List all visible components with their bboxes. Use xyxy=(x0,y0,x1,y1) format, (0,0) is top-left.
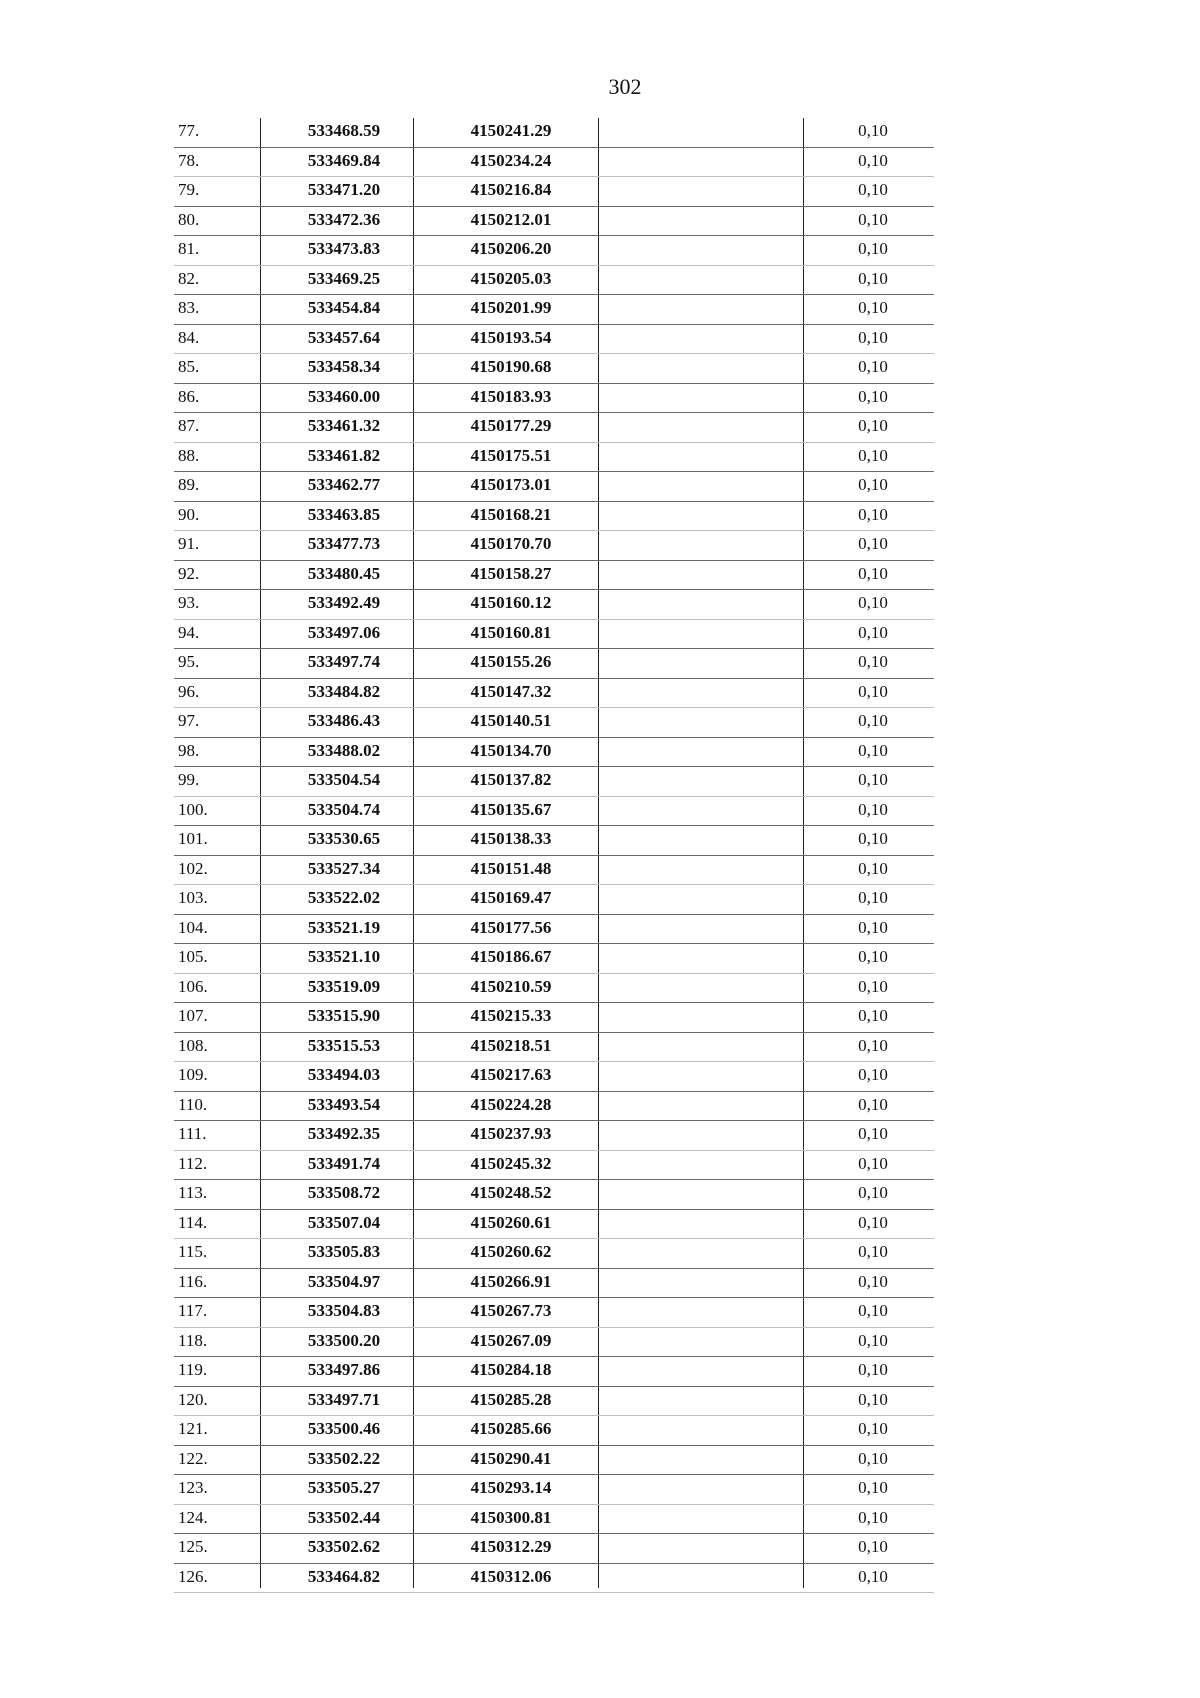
coordinate-x-cell: 533522.02 xyxy=(307,888,381,907)
table-row xyxy=(174,708,934,738)
tolerance-value-cell: 0,10 xyxy=(858,1360,888,1379)
table-row xyxy=(174,384,934,414)
coordinate-y-cell: 4150193.54 xyxy=(470,327,552,347)
table-row xyxy=(174,797,934,827)
coordinate-x-cell: 533507.04 xyxy=(307,1212,381,1232)
point-number-cell: 118. xyxy=(178,1330,208,1350)
coordinate-y-cell: 4150160.81 xyxy=(470,622,552,642)
coordinate-y-cell: 4150175.51 xyxy=(470,445,552,465)
coordinate-x-cell: 533469.25 xyxy=(307,268,381,288)
coordinate-x-cell: 533504.97 xyxy=(307,1271,381,1291)
coordinate-y-cell: 4150201.99 xyxy=(470,298,552,317)
tolerance-value-cell: 0,10 xyxy=(858,770,888,789)
coordinate-x-cell: 533492.49 xyxy=(307,593,381,612)
tolerance-value-cell: 0,10 xyxy=(858,681,888,701)
point-number-cell: 125. xyxy=(178,1537,208,1556)
point-number-cell: 96. xyxy=(178,681,200,701)
tolerance-value-cell: 0,10 xyxy=(858,357,888,376)
coordinate-y-cell: 4150285.28 xyxy=(470,1389,552,1409)
point-number-cell: 108. xyxy=(178,1035,208,1055)
coordinate-x-cell: 533527.34 xyxy=(307,858,381,878)
point-number-cell: 93. xyxy=(178,593,200,612)
coordinate-x-cell: 533502.22 xyxy=(307,1448,381,1468)
coordinate-x-cell: 533497.74 xyxy=(307,652,381,671)
table-row xyxy=(174,826,934,856)
table-row xyxy=(174,1210,934,1240)
coordinate-x-cell: 533505.27 xyxy=(307,1478,381,1497)
coordinate-y-cell: 4150147.32 xyxy=(470,681,552,701)
tolerance-value-cell: 0,10 xyxy=(858,1094,888,1114)
coordinate-y-cell: 4150216.84 xyxy=(470,180,552,199)
coordinate-y-cell: 4150155.26 xyxy=(470,652,552,671)
coordinate-y-cell: 4150245.32 xyxy=(470,1153,552,1173)
point-number-cell: 106. xyxy=(178,976,208,996)
point-number-cell: 123. xyxy=(178,1478,208,1497)
tolerance-value-cell: 0,10 xyxy=(858,799,888,819)
table-row xyxy=(174,561,934,591)
tolerance-value-cell: 0,10 xyxy=(858,180,888,199)
coordinate-x-cell: 533457.64 xyxy=(307,327,381,347)
point-number-cell: 111. xyxy=(178,1124,207,1143)
coordinate-y-cell: 4150293.14 xyxy=(470,1478,552,1497)
coordinate-y-cell: 4150300.81 xyxy=(470,1507,552,1527)
point-number-cell: 85. xyxy=(178,357,200,376)
tolerance-value-cell: 0,10 xyxy=(858,1035,888,1055)
coordinate-y-cell: 4150267.73 xyxy=(470,1301,552,1320)
tolerance-value-cell: 0,10 xyxy=(858,829,888,848)
coordinate-y-cell: 4150177.29 xyxy=(470,416,552,435)
coordinate-x-cell: 533502.62 xyxy=(307,1537,381,1556)
table-row xyxy=(174,1505,934,1535)
tolerance-value-cell: 0,10 xyxy=(858,121,888,140)
coordinate-x-cell: 533504.74 xyxy=(307,799,381,819)
tolerance-value-cell: 0,10 xyxy=(858,1271,888,1291)
coordinate-x-cell: 533515.53 xyxy=(307,1035,381,1055)
coordinate-x-cell: 533461.32 xyxy=(307,416,381,435)
tolerance-value-cell: 0,10 xyxy=(858,917,888,937)
coordinates-table xyxy=(174,118,934,1593)
point-number-cell: 77. xyxy=(178,121,200,140)
table-row xyxy=(174,1121,934,1151)
coordinate-y-cell: 4150312.29 xyxy=(470,1537,552,1556)
tolerance-value-cell: 0,10 xyxy=(858,1301,888,1320)
point-number-cell: 94. xyxy=(178,622,200,642)
coordinate-y-cell: 4150237.93 xyxy=(470,1124,552,1143)
coordinate-y-cell: 4150224.28 xyxy=(470,1094,552,1114)
coordinate-y-cell: 4150205.03 xyxy=(470,268,552,288)
table-row xyxy=(174,1062,934,1092)
tolerance-value-cell: 0,10 xyxy=(858,504,888,524)
point-number-cell: 124. xyxy=(178,1507,208,1527)
table-row xyxy=(174,620,934,650)
point-number-cell: 120. xyxy=(178,1389,208,1409)
coordinate-x-cell: 533491.74 xyxy=(307,1153,381,1173)
tolerance-value-cell: 0,10 xyxy=(858,1537,888,1556)
coordinate-x-cell: 533463.85 xyxy=(307,504,381,524)
tolerance-value-cell: 0,10 xyxy=(858,416,888,435)
point-number-cell: 119. xyxy=(178,1360,208,1379)
coordinate-x-cell: 533515.90 xyxy=(307,1006,381,1025)
coordinate-x-cell: 533497.71 xyxy=(307,1389,381,1409)
tolerance-value-cell: 0,10 xyxy=(858,593,888,612)
tolerance-value-cell: 0,10 xyxy=(858,327,888,347)
tolerance-value-cell: 0,10 xyxy=(858,1566,888,1586)
table-row xyxy=(174,1564,934,1594)
coordinate-y-cell: 4150170.70 xyxy=(470,534,552,553)
coordinate-y-cell: 4150158.27 xyxy=(470,563,552,583)
coordinate-x-cell: 533464.82 xyxy=(307,1566,381,1586)
table-row xyxy=(174,472,934,502)
coordinate-y-cell: 4150290.41 xyxy=(470,1448,552,1468)
point-number-cell: 114. xyxy=(178,1212,208,1232)
coordinate-y-cell: 4150267.09 xyxy=(470,1330,552,1350)
coordinate-y-cell: 4150173.01 xyxy=(470,475,552,494)
table-row xyxy=(174,1446,934,1476)
point-number-cell: 78. xyxy=(178,150,200,170)
coordinate-x-cell: 533530.65 xyxy=(307,829,381,848)
tolerance-value-cell: 0,10 xyxy=(858,1478,888,1497)
coordinate-x-cell: 533488.02 xyxy=(307,740,381,760)
coordinate-y-cell: 4150190.68 xyxy=(470,357,552,376)
tolerance-value-cell: 0,10 xyxy=(858,740,888,760)
coordinate-x-cell: 533460.00 xyxy=(307,386,381,406)
table-row xyxy=(174,944,934,974)
table-row xyxy=(174,1033,934,1063)
point-number-cell: 79. xyxy=(178,180,200,199)
table-row xyxy=(174,1534,934,1564)
coordinate-y-cell: 4150266.91 xyxy=(470,1271,552,1291)
coordinate-x-cell: 533502.44 xyxy=(307,1507,381,1527)
tolerance-value-cell: 0,10 xyxy=(858,1183,888,1202)
coordinate-x-cell: 533494.03 xyxy=(307,1065,381,1084)
coordinate-y-cell: 4150186.67 xyxy=(470,947,552,966)
coordinate-y-cell: 4150285.66 xyxy=(470,1419,552,1438)
page-number: 302 xyxy=(608,74,642,99)
table-row xyxy=(174,738,934,768)
table-row xyxy=(174,443,934,473)
coordinate-x-cell: 533468.59 xyxy=(307,121,381,140)
coordinate-x-cell: 533521.19 xyxy=(307,917,381,937)
tolerance-value-cell: 0,10 xyxy=(858,1124,888,1143)
tolerance-value-cell: 0,10 xyxy=(858,1065,888,1084)
coordinate-x-cell: 533504.83 xyxy=(307,1301,381,1320)
tolerance-value-cell: 0,10 xyxy=(858,1419,888,1438)
coordinate-x-cell: 533508.72 xyxy=(307,1183,381,1202)
tolerance-value-cell: 0,10 xyxy=(858,386,888,406)
coordinate-x-cell: 533454.84 xyxy=(307,298,381,317)
coordinate-x-cell: 533480.45 xyxy=(307,563,381,583)
point-number-cell: 122. xyxy=(178,1448,208,1468)
point-number-cell: 81. xyxy=(178,239,200,258)
tolerance-value-cell: 0,10 xyxy=(858,1242,888,1261)
coordinate-x-cell: 533473.83 xyxy=(307,239,381,258)
point-number-cell: 100. xyxy=(178,799,208,819)
table-row xyxy=(174,148,934,178)
point-number-cell: 112. xyxy=(178,1153,208,1173)
coordinate-x-cell: 533500.46 xyxy=(307,1419,381,1438)
point-number-cell: 92. xyxy=(178,563,200,583)
tolerance-value-cell: 0,10 xyxy=(858,1330,888,1350)
point-number-cell: 97. xyxy=(178,711,200,730)
tolerance-value-cell: 0,10 xyxy=(858,298,888,317)
tolerance-value-cell: 0,10 xyxy=(858,1389,888,1409)
tolerance-value-cell: 0,10 xyxy=(858,1507,888,1527)
tolerance-value-cell: 0,10 xyxy=(858,1212,888,1232)
coordinate-y-cell: 4150177.56 xyxy=(470,917,552,937)
point-number-cell: 103. xyxy=(178,888,208,907)
point-number-cell: 117. xyxy=(178,1301,208,1320)
coordinate-y-cell: 4150260.61 xyxy=(470,1212,552,1232)
coordinate-x-cell: 533505.83 xyxy=(307,1242,381,1261)
point-number-cell: 115. xyxy=(178,1242,208,1261)
table-body xyxy=(174,118,934,1593)
point-number-cell: 99. xyxy=(178,770,200,789)
table-row xyxy=(174,177,934,207)
coordinate-x-cell: 533484.82 xyxy=(307,681,381,701)
table-row xyxy=(174,207,934,237)
coordinate-y-cell: 4150212.01 xyxy=(470,209,552,229)
coordinate-y-cell: 4150215.33 xyxy=(470,1006,552,1025)
coordinate-x-cell: 533462.77 xyxy=(307,475,381,494)
table-row xyxy=(174,325,934,355)
tolerance-value-cell: 0,10 xyxy=(858,150,888,170)
table-row xyxy=(174,1387,934,1417)
coordinate-y-cell: 4150138.33 xyxy=(470,829,552,848)
coordinate-x-cell: 533504.54 xyxy=(307,770,381,789)
table-row xyxy=(174,649,934,679)
coordinate-y-cell: 4150217.63 xyxy=(470,1065,552,1084)
point-number-cell: 87. xyxy=(178,416,200,435)
tolerance-value-cell: 0,10 xyxy=(858,1153,888,1173)
coordinate-y-cell: 4150168.21 xyxy=(470,504,552,524)
coordinate-y-cell: 4150241.29 xyxy=(470,121,552,140)
table-row xyxy=(174,1298,934,1328)
tolerance-value-cell: 0,10 xyxy=(858,239,888,258)
table-row xyxy=(174,531,934,561)
table-row xyxy=(174,1003,934,1033)
table-row xyxy=(174,767,934,797)
point-number-cell: 82. xyxy=(178,268,200,288)
coordinate-x-cell: 533521.10 xyxy=(307,947,381,966)
coordinate-y-cell: 4150260.62 xyxy=(470,1242,552,1261)
coordinate-y-cell: 4150140.51 xyxy=(470,711,552,730)
point-number-cell: 116. xyxy=(178,1271,208,1291)
tolerance-value-cell: 0,10 xyxy=(858,1006,888,1025)
table-row xyxy=(174,974,934,1004)
tolerance-value-cell: 0,10 xyxy=(858,858,888,878)
point-number-cell: 102. xyxy=(178,858,208,878)
coordinate-y-cell: 4150312.06 xyxy=(470,1566,552,1586)
coordinate-x-cell: 533493.54 xyxy=(307,1094,381,1114)
table-row xyxy=(174,236,934,266)
coordinate-y-cell: 4150284.18 xyxy=(470,1360,552,1379)
table-row xyxy=(174,295,934,325)
table-row xyxy=(174,1328,934,1358)
coordinate-x-cell: 533469.84 xyxy=(307,150,381,170)
tolerance-value-cell: 0,10 xyxy=(858,976,888,996)
coordinate-y-cell: 4150135.67 xyxy=(470,799,552,819)
coordinate-y-cell: 4150218.51 xyxy=(470,1035,552,1055)
tolerance-value-cell: 0,10 xyxy=(858,622,888,642)
table-row xyxy=(174,1416,934,1446)
coordinate-y-cell: 4150151.48 xyxy=(470,858,552,878)
tolerance-value-cell: 0,10 xyxy=(858,947,888,966)
point-number-cell: 80. xyxy=(178,209,200,229)
tolerance-value-cell: 0,10 xyxy=(858,445,888,465)
point-number-cell: 113. xyxy=(178,1183,208,1202)
table-row xyxy=(174,1180,934,1210)
coordinate-y-cell: 4150206.20 xyxy=(470,239,552,258)
coordinate-y-cell: 4150234.24 xyxy=(470,150,552,170)
tolerance-value-cell: 0,10 xyxy=(858,652,888,671)
coordinate-x-cell: 533500.20 xyxy=(307,1330,381,1350)
table-row xyxy=(174,885,934,915)
tolerance-value-cell: 0,10 xyxy=(858,563,888,583)
coordinate-x-cell: 533472.36 xyxy=(307,209,381,229)
tolerance-value-cell: 0,10 xyxy=(858,534,888,553)
point-number-cell: 104. xyxy=(178,917,208,937)
table-row xyxy=(174,354,934,384)
coordinate-x-cell: 533471.20 xyxy=(307,180,381,199)
coordinate-y-cell: 4150248.52 xyxy=(470,1183,552,1202)
tolerance-value-cell: 0,10 xyxy=(858,268,888,288)
coordinate-y-cell: 4150137.82 xyxy=(470,770,552,789)
table-row xyxy=(174,1269,934,1299)
coordinate-x-cell: 533458.34 xyxy=(307,357,381,376)
point-number-cell: 101. xyxy=(178,829,208,848)
point-number-cell: 91. xyxy=(178,534,200,553)
table-row xyxy=(174,856,934,886)
tolerance-value-cell: 0,10 xyxy=(858,475,888,494)
coordinate-x-cell: 533461.82 xyxy=(307,445,381,465)
tolerance-value-cell: 0,10 xyxy=(858,888,888,907)
table-row xyxy=(174,1475,934,1505)
point-number-cell: 88. xyxy=(178,445,200,465)
point-number-cell: 84. xyxy=(178,327,200,347)
point-number-cell: 95. xyxy=(178,652,200,671)
coordinate-y-cell: 4150169.47 xyxy=(470,888,552,907)
point-number-cell: 105. xyxy=(178,947,208,966)
point-number-cell: 126. xyxy=(178,1566,208,1586)
coordinate-y-cell: 4150134.70 xyxy=(470,740,552,760)
coordinate-x-cell: 533497.86 xyxy=(307,1360,381,1379)
point-number-cell: 90. xyxy=(178,504,200,524)
table-row xyxy=(174,266,934,296)
coordinate-x-cell: 533497.06 xyxy=(307,622,381,642)
point-number-cell: 89. xyxy=(178,475,200,494)
point-number-cell: 121. xyxy=(178,1419,208,1438)
point-number-cell: 98. xyxy=(178,740,200,760)
table-row xyxy=(174,679,934,709)
table-row xyxy=(174,502,934,532)
coordinate-y-cell: 4150183.93 xyxy=(470,386,552,406)
table-row xyxy=(174,590,934,620)
tolerance-value-cell: 0,10 xyxy=(858,711,888,730)
coordinate-x-cell: 533486.43 xyxy=(307,711,381,730)
point-number-cell: 110. xyxy=(178,1094,208,1114)
table-row xyxy=(174,915,934,945)
table-row xyxy=(174,118,934,148)
table-row xyxy=(174,1151,934,1181)
table-row xyxy=(174,1239,934,1269)
point-number-cell: 109. xyxy=(178,1065,208,1084)
point-number-cell: 86. xyxy=(178,386,200,406)
coordinate-x-cell: 533492.35 xyxy=(307,1124,381,1143)
coordinate-x-cell: 533519.09 xyxy=(307,976,381,996)
coordinate-y-cell: 4150160.12 xyxy=(470,593,552,612)
coordinate-x-cell: 533477.73 xyxy=(307,534,381,553)
tolerance-value-cell: 0,10 xyxy=(858,1448,888,1468)
point-number-cell: 83. xyxy=(178,298,200,317)
table-row xyxy=(174,1357,934,1387)
point-number-cell: 107. xyxy=(178,1006,208,1025)
table-row xyxy=(174,1092,934,1122)
table-row xyxy=(174,413,934,443)
tolerance-value-cell: 0,10 xyxy=(858,209,888,229)
coordinate-y-cell: 4150210.59 xyxy=(470,976,552,996)
